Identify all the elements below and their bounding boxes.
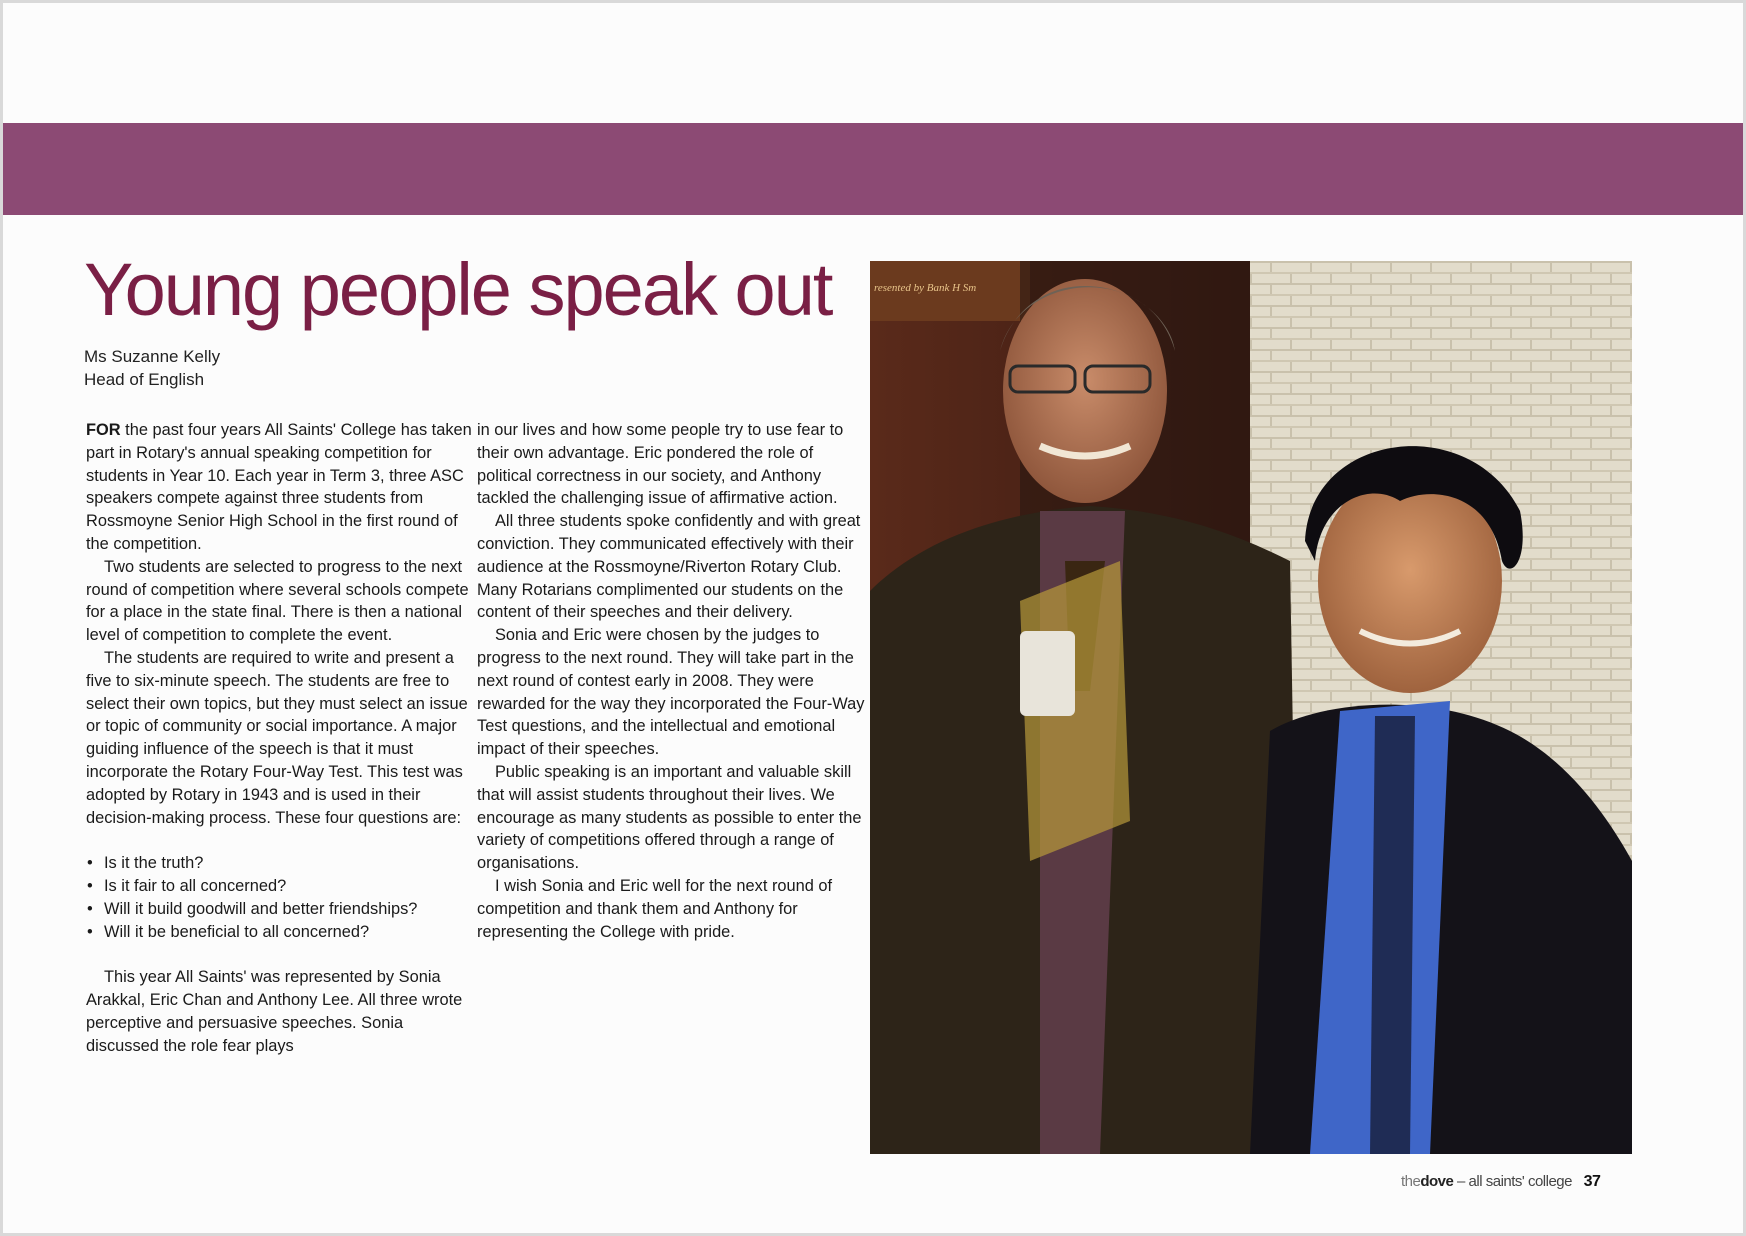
author-name: Ms Suzanne Kelly [84,347,221,366]
photo-illustration [870,261,1632,1154]
paragraph: The students are required to write and present a five to six-minute speech. The students are free to select their own topics, but they must select an issue or topic of community or social importance. A major guiding influence of the speech is that it must incorporate the Rotary Four-Way Test. This test was adopted by Rotary in 1943 and is used in their decision-making process. These four questions are: [86,648,468,827]
four-way-test-list [86,852,476,943]
paragraph: in our lives and how some people try to use fear to their own advantage. Eric pondered the role of political correctness in our society, and Anthony tackled the challenging issue of affirmative action. [477,421,844,508]
brand-the: the [1401,1173,1421,1190]
header-color-band [3,123,1743,215]
paragraph: Sonia and Eric were chosen by the judges to progress to the next round. They will take part in the next round of contest early in 2008. They were rewarded for the way they incorporated the Four-Way Test questions, and the intellectual and emotional impact of their speeches. [477,626,865,759]
brand-dove: dove [1420,1173,1454,1190]
article-title: Young people speak out [84,248,832,331]
list-item: • Will it build goodwill and better friendships? [104,898,476,921]
magazine-page [3,3,1743,1233]
article-photo [870,261,1632,1154]
paragraph: FOR the past four years All Saints' College has taken part in Rotary's annual speaking competition for students in Year 10. Each year in Term 3, three ASC speakers compete against three students from Rossmoyne Senior High School in the first round of the competition. [86,421,472,553]
lead-word: FOR [86,421,121,439]
paragraph: I wish Sonia and Eric well for the next round of competition and thank them and Anthony for representing the College with pride. [477,876,833,941]
author-role: Head of English [84,370,205,389]
paragraph: Public speaking is an important and valuable skill that will assist students throughout their lives. We encourage as many students as possible to enter the variety of competitions offered through a range of organisations. [477,762,862,873]
page-footer [1401,1173,1600,1191]
list-item: • Will it be beneficial to all concerned? [104,921,476,944]
list-item: • Is it the truth? [104,852,476,875]
page-number: 37 [1583,1173,1601,1190]
body-column-left [86,419,476,1057]
brand-tagline: – all saints' college [1453,1173,1572,1190]
paragraph: This year All Saints' was represented by Sonia Arakkal, Eric Chan and Anthony Lee. All three wrote perceptive and persuasive speeches. Sonia discussed the role fear plays [86,968,463,1055]
list-item: • Is it fair to all concerned? [104,875,476,898]
paragraph: All three students spoke confidently and with great conviction. They communicated effectively with their audience at the Rossmoyne/Riverton Rotary Club. Many Rotarians complimented our students on the content of their speeches and their delivery. [477,512,861,622]
body-column-right [477,419,867,943]
byline [84,345,220,391]
paragraph: Two students are selected to progress to the next round of competition where several schools compete for a place in the state final. There is then a national level of competition to complete the event. [86,557,469,645]
plaque-text: resented by Bank H Sm [874,282,977,294]
